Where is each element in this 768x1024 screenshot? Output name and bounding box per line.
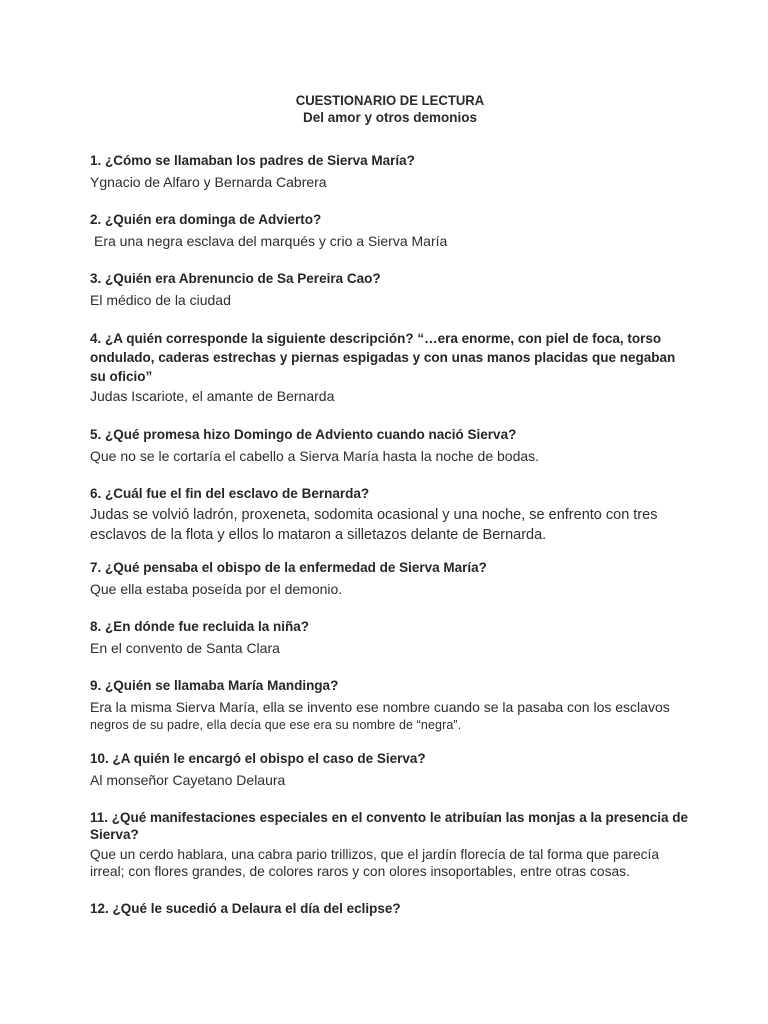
qa-item-2: [90, 211, 690, 251]
question-5: 5. ¿Qué promesa hizo Domingo de Adviento cuando nació Sierva?: [90, 427, 517, 442]
answer-9-line: Era la misma Sierva María, ella se invento ese nombre cuando se la pasaba con los esclavos: [90, 699, 670, 715]
question-10: 10. ¿A quién le encargó el obispo el caso de Sierva?: [90, 751, 426, 766]
qa-item-9: [90, 677, 690, 733]
answer-9-continuation: negros de su padre, ella decía que ese era su nombre de “negra”.: [90, 718, 462, 732]
document-title: CUESTIONARIO DE LECTURA: [295, 93, 485, 108]
question-12: 12. ¿Qué le sucedió a Delaura el día del eclipse?: [90, 901, 401, 916]
answer-10: Al monseñor Cayetano Delaura: [90, 772, 286, 788]
question-2: 2. ¿Quién era dominga de Advierto?: [90, 212, 322, 227]
question-9: 9. ¿Quién se llamaba María Mandinga?: [90, 678, 339, 693]
question-4: 4. ¿A quién corresponde la siguiente descripción? “…era enorme, con piel de foca, torso ondulado, caderas estrechas y piernas espigadas y con unas manos placidas que negaban su oficio”: [90, 331, 676, 384]
qa-item-12: [90, 900, 690, 918]
qa-item-6: [90, 485, 690, 545]
answer-8: En el convento de Santa Clara: [90, 640, 280, 656]
answer-9: [90, 698, 690, 733]
answer-7: Que ella estaba poseída por el demonio.: [90, 581, 343, 597]
document-page: [90, 92, 690, 937]
qa-item-5: [90, 426, 690, 466]
qa-item-10: [90, 750, 690, 790]
answer-5: Que no se le cortaría el cabello a Sierva María hasta la noche de bodas.: [90, 448, 540, 464]
answer-3: El médico de la ciudad: [90, 292, 231, 308]
qa-item-1: [90, 152, 690, 192]
document-header: [90, 92, 690, 126]
qa-item-4: [90, 329, 690, 406]
qa-item-11: [90, 809, 690, 880]
qa-item-8: [90, 618, 690, 658]
question-3: 3. ¿Quién era Abrenuncio de Sa Pereira Cao?: [90, 271, 381, 286]
answer-2: Era una negra esclava del marqués y crio a Sierva María: [94, 233, 448, 249]
answer-1: Ygnacio de Alfaro y Bernarda Cabrera: [90, 174, 327, 190]
qa-item-3: [90, 270, 690, 310]
question-6: 6. ¿Cuál fue el fin del esclavo de Bernarda?: [90, 486, 370, 501]
question-7: 7. ¿Qué pensaba el obispo de la enfermedad de Sierva María?: [90, 560, 487, 575]
question-1: 1. ¿Cómo se llamaban los padres de Sierva María?: [90, 153, 415, 168]
question-8: 8. ¿En dónde fue recluida la niña?: [90, 619, 310, 634]
qa-item-7: [90, 559, 690, 599]
document-subtitle: Del amor y otros demonios: [302, 110, 478, 125]
question-11: 11. ¿Qué manifestaciones especiales en el convento le atribuían las monjas a la presencia de Sierva?: [90, 810, 689, 842]
answer-11: Que un cerdo hablara, una cabra pario trillizos, que el jardín florecía de tal forma que parecía irreal; con flores grandes, de colores raros y con olores insoportables, entre otras cosas.: [90, 847, 660, 879]
answer-6: Judas se volvió ladrón, proxeneta, sodomita ocasional y una noche, se enfrento con tres esclavos de la flota y ellos lo mataron a silletazos delante de Bernarda.: [90, 507, 658, 543]
answer-4: Judas Iscariote, el amante de Bernarda: [90, 388, 335, 404]
